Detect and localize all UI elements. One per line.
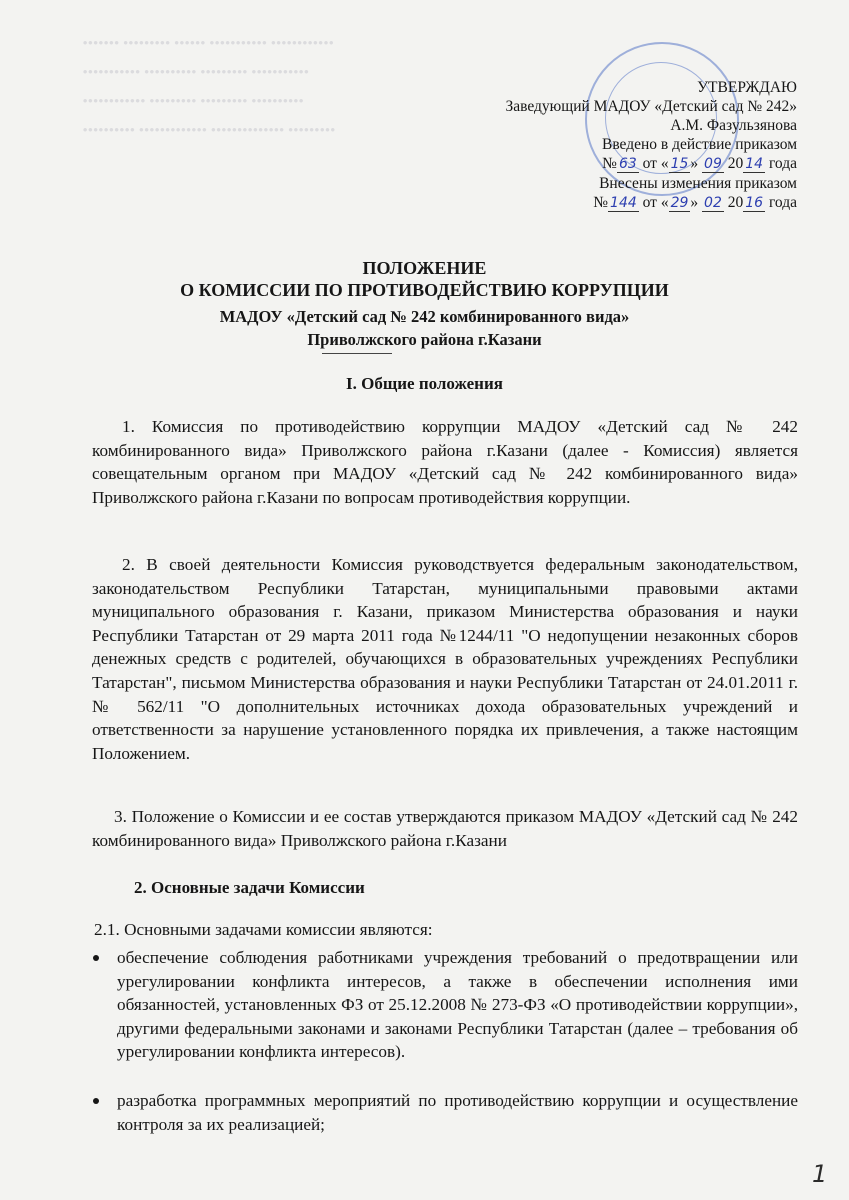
bullet-icon [93,955,99,961]
section-2-1: 2.1. Основными задачами комиссии являются: [94,920,433,939]
district-name: Приволжского района г.Казани [307,330,542,349]
amendment-order-line: № 144 от « 29 » 02 20 16 года [593,194,797,211]
approval-position: Заведующий МАДОУ «Детский сад № 242» [505,98,797,115]
reverse-side-bleed-through: ••••••• ••••••••• •••••• ••••••••••• •••••••••••• ••••••••••• •••••••••• ••••••••• ••••••••••• •••••••••••• ••••••••• ••••••••• •••••••••• •••••••••• ••••••••••••• •••••••••••••• ••••••••• [60,36,336,139]
organization-name: МАДОУ «Детский сад № 242 комбинированного вида» [219,307,630,326]
section-2-heading: 2. Основные задачи Комиссии [134,878,365,897]
amendment-label: Внесены изменения приказом [599,175,797,192]
paragraph-2: 2. В своей деятельности Комиссия руководствуется федеральным законодательством, законодательством Республики Татарстан, муниципальными правовыми актами муниципального образования г. Казани, приказом Министерства образования и науки Республики Татарстан от 29 марта 2011 года №1244/11 "О недопущении незаконных сборов денежных средств с родителей, обучающихся в образовательных учреждениях Республики Татарстан", письмом Министерства образования и науки Республики Татарстан от 24.01.2011 г. № 562/11 "О дополнительных источниках дохода образовательных учреждений и ответственности за нарушение установленного порядка их привлечения, а также настоящим Положением. [92,555,798,763]
section-1-heading: I. Общие положения [346,374,503,393]
approval-order-label: Введено в действие приказом [601,136,797,153]
document-subtitle: О КОМИССИИ ПО ПРОТИВОДЕЙСТВИЮ КОРРУПЦИИ [180,280,669,300]
page-number: 1 [812,1160,828,1188]
approval-heading: УТВЕРЖДАЮ [697,79,797,96]
signature-icon [610,119,670,133]
approval-block [417,78,797,213]
document-title: ПОЛОЖЕНИЕ [362,258,487,278]
paragraph-1: 1. Комиссия по противодействию коррупции МАДОУ «Детский сад № 242 комбинированного вида» Приволжского района г.Казани (далее - Комиссия) является совещательным органом при МАДОУ «Детский сад № 242 комбинированного вида» Приволжского района г.Казани по вопросам противодействия коррупции. [92,417,798,507]
divider [322,353,392,354]
paragraph-3: 3. Положение о Комиссии и ее состав утверждаются приказом МАДОУ «Детский сад № 242 комбинированного вида» Приволжского района г.Казани [92,807,798,850]
list-item: разработка программных мероприятий по противодействию коррупции и осуществление контроля за их реализацией; [117,1089,798,1136]
list-item: обеспечение соблюдения работниками учреждения требований о предотвращении или урегулировании конфликта интересов, а также в обеспечении исполнения ими обязанностей, установленных ФЗ от 25.12.2008 № 273-ФЗ «О противодействии коррупции», другими федеральными законами и законами Республики Татарстан (далее – требования об урегулировании конфликта интересов). [117,946,798,1064]
approval-signatory: А.М. Фазульзянова [417,116,797,135]
bullet-icon [93,1098,99,1104]
approval-order-line: № 63 от « 15 » 09 20 14 года [602,155,797,172]
